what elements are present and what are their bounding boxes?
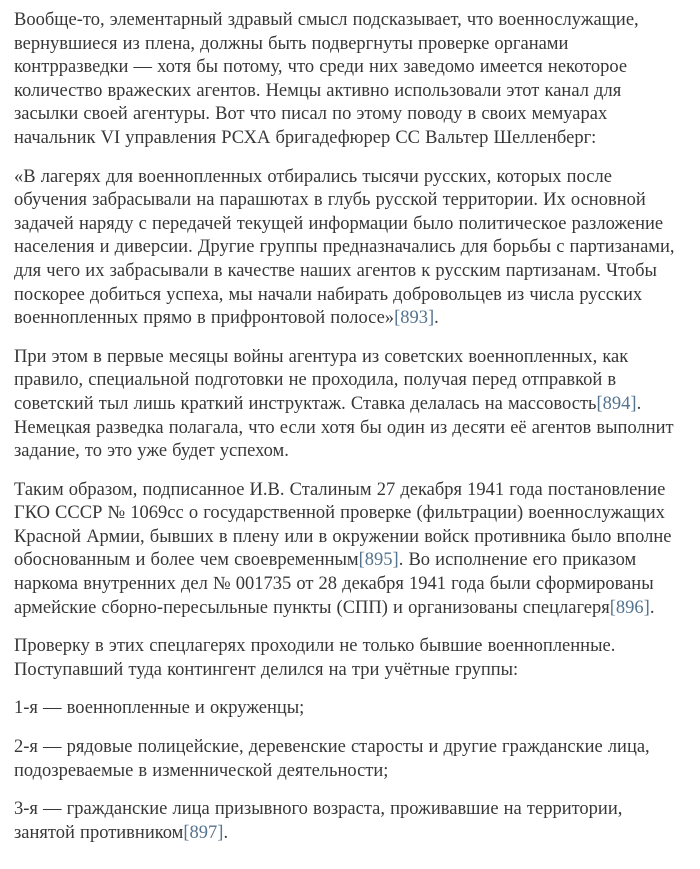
article-text	[14, 9, 676, 845]
text-run: «В лагерях для военнопленных отбирались тысячи русских, которых после обучения забрасывали на парашютах в глубь русской территории. Их основной задачей наряду с передачей текущей информации было политическое разложение населения и диверсии. Другие группы предназначались для борьбы с партизанами, для чего их забрасывали в качестве наших агентов к русским партизанам. Чтобы поскорее добиться успеха, мы начали набирать добровольцев из числа русских военнопленных прямо в прифронтовой полосе»	[14, 166, 675, 329]
text-run: . Во исполнение его приказом наркома внутренних дел № 001735 от 28 декабря 1941 года были сформированы армейские сборно-пересыльные пункты (СПП) и организованы спецлагеря	[14, 550, 654, 618]
text-run: Таким образом, подписанное И.В. Сталиным 27 декабря 1941 года постановление ГКО СССР № 1069сс о государственной проверке (фильтрации) военнослужащих Красной Армии, бывших в плену или в окружении войск противника было вполне обоснованным и более чем своевременным	[14, 479, 672, 571]
footnote-link[interactable]: [896]	[609, 597, 650, 618]
footnote-link[interactable]: [893]	[394, 308, 435, 329]
paragraph	[14, 697, 676, 721]
text-run: Вообще-то, элементарный здравый смысл подсказывает, что военнослужащие, вернувшиеся из плена, должны быть подвергнуты проверке органами контрразведки — хотя бы потому, что среди них заведомо имеется некоторое количество вражеских агентов. Немцы активно использовали этот канал для засылки своей агентуры. Вот что писал по этому поводу в своих мемуарах начальник VI управления РСХА бригадефюрер СС Вальтер Шелленберг:	[14, 10, 639, 148]
text-run: 1-я — военнопленные и окруженцы;	[14, 698, 305, 719]
text-run: Проверку в этих спецлагерях проходили не только бывшие военнопленные. Поступавший туда контингент делился на три учётные группы:	[14, 636, 616, 680]
paragraph	[14, 166, 676, 331]
footnote-link[interactable]: [895]	[358, 550, 399, 571]
text-run: 2-я — рядовые полицейские, деревенские старосты и другие гражданские лица, подозреваемые в изменнической деятельности;	[14, 737, 650, 781]
paragraph	[14, 9, 676, 151]
paragraph	[14, 736, 676, 783]
paragraph	[14, 479, 676, 621]
text-run: . Немецкая разведка полагала, что если хотя бы один из десяти её агентов выполнит задание, то это уже будет успехом.	[14, 393, 674, 462]
footnote-link[interactable]: [894]	[596, 393, 637, 414]
text-run: .	[223, 822, 229, 843]
text-run: 3-я — гражданские лица призывного возраста, проживавшие на территории, занятой противником	[14, 799, 623, 843]
paragraph	[14, 346, 676, 464]
text-run: При этом в первые месяцы войны агентура из советских военнопленных, как правило, специальной подготовки не проходила, получая перед отправкой в советский тыл лишь краткий инструктаж. Ставка делалась на массовость	[14, 346, 629, 414]
text-run: .	[434, 308, 439, 329]
text-run: .	[649, 597, 655, 618]
paragraph	[14, 635, 676, 682]
footnote-link[interactable]: [897]	[183, 822, 224, 843]
paragraph	[14, 798, 676, 845]
